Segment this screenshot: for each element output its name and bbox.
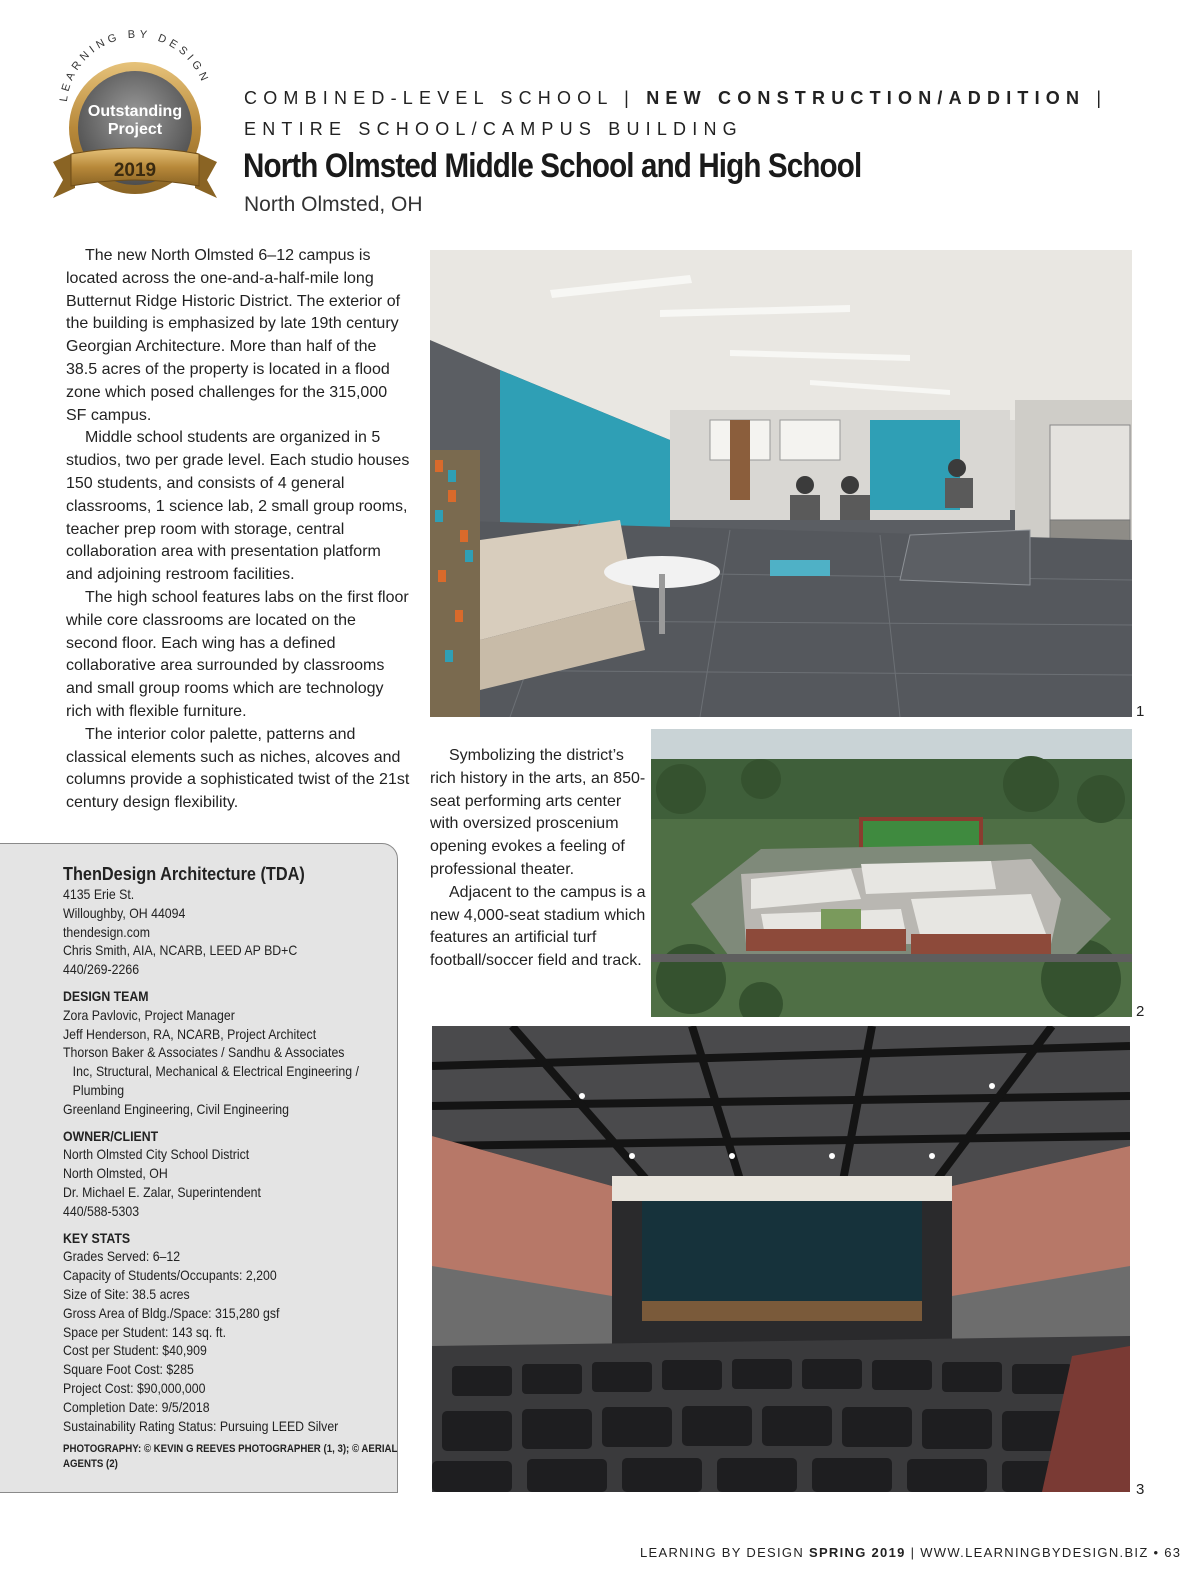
- photo-aerial-campus: [651, 729, 1132, 1017]
- project-location: North Olmsted, OH: [244, 193, 423, 216]
- owner-line: North Olmsted City School District: [63, 1146, 250, 1163]
- category-line-2: ENTIRE SCHOOL/CAMPUS BUILDING: [244, 119, 743, 139]
- design-team-member: Plumbing: [72, 1081, 125, 1098]
- key-stat: Project Cost: $90,000,000: [63, 1379, 206, 1396]
- paragraph: Adjacent to the campus is a new 4,000-seat stadium which features an artificial turf football/soccer field and track.: [430, 883, 646, 970]
- key-stat: Gross Area of Bldg./Space: 315,280 gsf: [63, 1304, 280, 1321]
- photo-credit-cont: AGENTS (2): [63, 1457, 118, 1470]
- page-number: 63: [1164, 1545, 1182, 1560]
- owner-line: 440/588-5303: [63, 1202, 140, 1219]
- design-team-member: Inc, Structural, Mechanical & Electrical Engineering /: [72, 1063, 359, 1080]
- project-info-content: [63, 863, 397, 1471]
- category-line-1: [244, 88, 1107, 109]
- paragraph: The high school features labs on the first floor while core classrooms are located on the second floor. Each wing has a defined collaborative area surrounded by classrooms and small group rooms which are technology rich with flexible furniture.: [66, 588, 409, 720]
- paragraph: Symbolizing the district’s rich history in the arts, an 850-seat performing arts center with oversized proscenium opening evokes a feeling of professional theater.: [430, 747, 646, 878]
- firm-city: Willoughby, OH 44094: [63, 904, 186, 921]
- photo-auditorium: [432, 1026, 1130, 1492]
- badge-arc-text: LEARNING BY DESIGN: [57, 30, 212, 103]
- paragraph: Middle school students are organized in 5 studios, two per grade level. Each studio houses 150 students, and consists of 4 general classrooms, 1 science lab, 2 small group rooms, teacher prep room with storage, central collaboration area with presentation platform and adjoining restroom facilities.: [66, 429, 410, 584]
- firm-address: 4135 Erie St.: [63, 886, 135, 902]
- photo-number-3: 3: [1136, 1481, 1145, 1498]
- design-team-member: Greenland Engineering, Civil Engineering: [63, 1100, 290, 1117]
- key-stat: Square Foot Cost: $285: [63, 1361, 194, 1378]
- firm-website: thendesign.com: [63, 923, 150, 940]
- owner-line: Dr. Michael E. Zalar, Superintendent: [63, 1183, 261, 1200]
- key-stats-heading: KEY STATS: [63, 1229, 131, 1246]
- footer-magazine: LEARNING BY DESIGN: [640, 1545, 805, 1560]
- badge-line2: Project: [107, 121, 163, 138]
- photo-number-2: 2: [1136, 1003, 1145, 1020]
- key-stat: Capacity of Students/Occupants: 2,200: [63, 1267, 277, 1284]
- paragraph: The interior color palette, patterns and classical elements such as niches, alcoves and columns provide a sophisticated twist of the 21st century design flexibility.: [66, 725, 410, 812]
- badge-year: 2019: [113, 160, 157, 181]
- footer-issue: SPRING 2019: [808, 1545, 906, 1560]
- outstanding-project-badge: [45, 30, 225, 215]
- category-separator: |: [1096, 88, 1108, 108]
- page-footer: [640, 1545, 1181, 1560]
- key-stat: Sustainability Rating Status: Pursuing LEED Silver: [63, 1417, 339, 1434]
- key-stat: Cost per Student: $40,909: [63, 1342, 207, 1359]
- firm-phone: 440/269-2266: [63, 961, 140, 978]
- photo-interior-collaboration-area: [430, 250, 1132, 717]
- architect-firm-name: ThenDesign Architecture (TDA): [63, 863, 305, 884]
- owner-line: North Olmsted, OH: [63, 1165, 168, 1182]
- design-team-heading: DESIGN TEAM: [63, 987, 149, 1004]
- firm-contact: Chris Smith, AIA, NCARB, LEED AP BD+C: [63, 942, 298, 959]
- footer-separator: |: [910, 1545, 916, 1560]
- design-team-member: Thorson Baker & Associates / Sandhu & Associates: [63, 1044, 345, 1061]
- key-stat: Completion Date: 9/5/2018: [63, 1398, 210, 1415]
- owner-client-heading: OWNER/CLIENT: [63, 1127, 159, 1144]
- category-new-construction: NEW CONSTRUCTION/ADDITION: [646, 88, 1086, 108]
- key-stat: Space per Student: 143 sq. ft.: [63, 1323, 227, 1340]
- footer-bullet: •: [1153, 1545, 1160, 1560]
- key-stat: Grades Served: 6–12: [63, 1248, 181, 1265]
- design-team-member: Zora Pavlovic, Project Manager: [63, 1006, 235, 1023]
- photo-credit: PHOTOGRAPHY: © KEVIN G REEVES PHOTOGRAPHER (1, 3); © AERIAL: [63, 1443, 398, 1456]
- paragraph: The new North Olmsted 6–12 campus is located across the one-and-a-half-mile long Butternut Ridge Historic District. The exterior of the building is emphasized by late 19th century Georgian Architecture. More than half of the 38.5 acres of the property is located in a flood zone which posed challenges for the 315,000 SF campus.: [66, 247, 401, 424]
- body-text-left: [66, 245, 411, 815]
- page-title: North Olmsted Middle School and High School: [243, 147, 862, 185]
- photo-number-1: 1: [1136, 703, 1145, 720]
- key-stat: Size of Site: 38.5 acres: [63, 1285, 190, 1302]
- category-combined-level: COMBINED-LEVEL SCHOOL |: [244, 88, 635, 108]
- design-team-member: Jeff Henderson, RA, NCARB, Project Architect: [63, 1025, 317, 1042]
- badge-line1: Outstanding: [87, 103, 183, 120]
- body-text-middle: [430, 745, 646, 973]
- footer-url[interactable]: WWW.LEARNINGBYDESIGN.BIZ: [920, 1545, 1149, 1560]
